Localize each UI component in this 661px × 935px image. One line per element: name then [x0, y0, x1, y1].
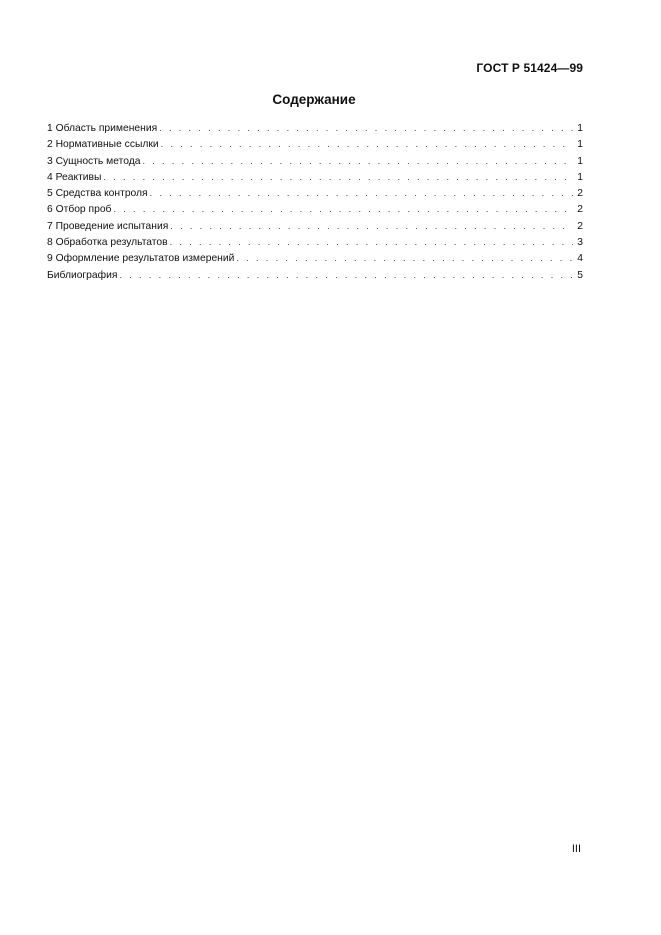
toc-entry: [47, 185, 583, 201]
toc-entry-text: 6 Отбор проб: [47, 204, 112, 216]
toc-entry-text: 8 Обработка результатов: [47, 237, 168, 249]
toc-leader-dots: [161, 136, 574, 152]
toc-leader-dots: [159, 120, 573, 136]
toc-entry-text: 5 Средства контроля: [47, 188, 148, 200]
toc-entry-page: 1: [577, 171, 583, 183]
toc-entry: [47, 250, 583, 266]
toc-entry-page: 1: [577, 155, 583, 167]
toc-entry-page: 3: [577, 237, 583, 249]
toc-leader-dots: [113, 201, 573, 217]
page-number: III: [571, 843, 581, 855]
toc-title: Содержание: [272, 92, 356, 107]
toc-entry-page: 1: [577, 123, 583, 134]
toc-leader-dots: [150, 185, 574, 201]
document-code: ГОСТ Р 51424—99: [476, 61, 583, 75]
toc-entry-text: 9 Оформление результатов измерений: [47, 253, 235, 265]
toc-entry-page: 1: [577, 139, 583, 151]
toc-entry-page: 2: [577, 188, 583, 200]
toc-entry-text: 4 Реактивы: [47, 171, 102, 183]
toc-entry-text: 2 Нормативные ссылки: [47, 139, 159, 151]
toc-entry-page: 5: [577, 269, 583, 281]
toc-entry: [47, 169, 583, 185]
toc-leader-dots: [142, 153, 573, 169]
toc-leader-dots: [103, 169, 573, 185]
toc-entry-page: 4: [577, 253, 583, 265]
toc-entry-text: 1 Область применения: [47, 123, 158, 134]
toc-entry: [47, 201, 583, 217]
toc-entry-text: 3 Сущность метода: [47, 155, 141, 167]
toc-entry-page: 2: [577, 220, 583, 232]
toc-entry-page: 2: [577, 204, 583, 216]
toc-entry: [47, 234, 583, 250]
toc-leader-dots: [170, 234, 574, 250]
toc-entry: [47, 136, 583, 152]
toc-leader-dots: [170, 218, 573, 234]
table-of-contents: [47, 120, 583, 283]
toc-leader-dots: [236, 250, 573, 266]
toc-leader-dots: [119, 267, 573, 283]
toc-entry-text: Библиография: [47, 269, 118, 281]
toc-entry: [47, 120, 583, 136]
toc-entry: [47, 218, 583, 234]
toc-entry: [47, 267, 583, 283]
toc-entry: [47, 153, 583, 169]
toc-entry-text: 7 Проведение испытания: [47, 220, 169, 232]
